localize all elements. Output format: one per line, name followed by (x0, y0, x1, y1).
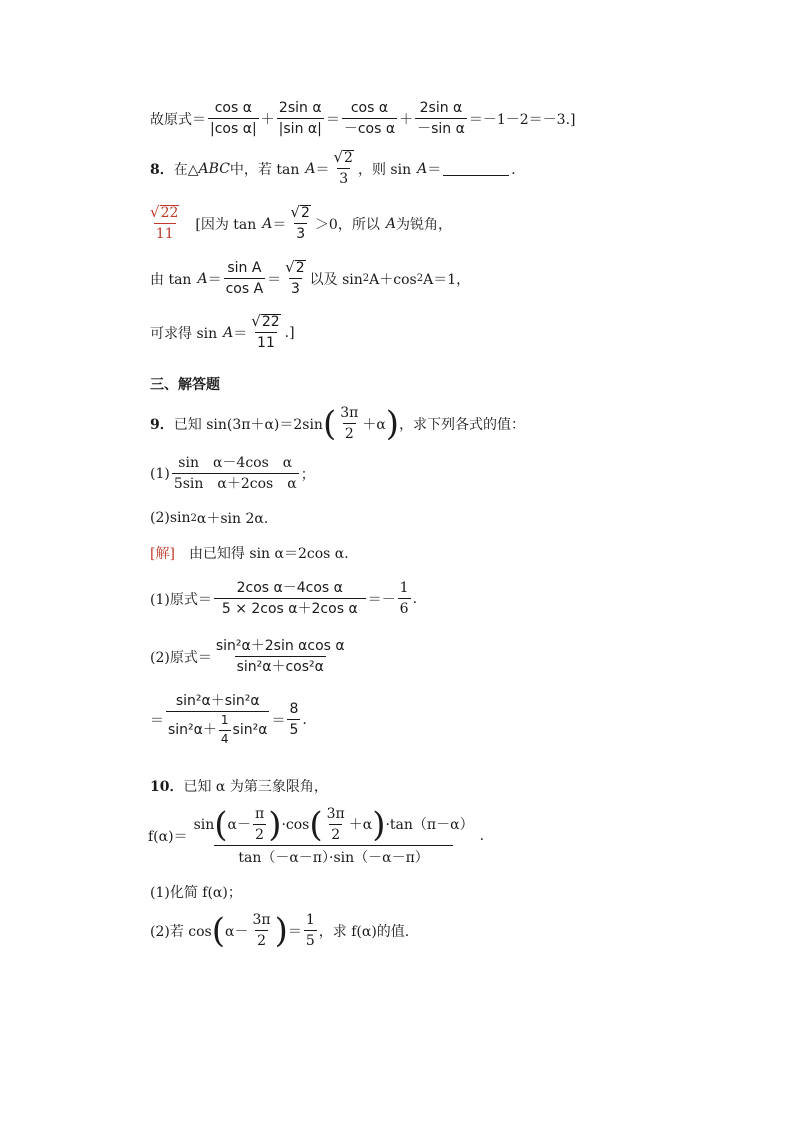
text: ； (300, 466, 315, 483)
text: ，求 f(α)的值. (318, 923, 410, 940)
denominator: |sin α| (277, 118, 324, 137)
numerator: 3π (326, 806, 345, 822)
fraction (338, 405, 360, 442)
text: 由已知得 sin α＝2cos α. (188, 546, 349, 562)
text: . (479, 828, 485, 845)
fraction (250, 912, 272, 949)
solution-part-2 (150, 638, 349, 675)
numerator: 8 (289, 701, 299, 718)
text: ． (511, 161, 526, 178)
text: A＋cos (369, 271, 417, 288)
text: (2)原式＝ (150, 649, 212, 666)
operator: ＋ (260, 111, 275, 128)
denominator: 11 (154, 223, 176, 242)
operator: ＝ (150, 712, 164, 729)
math-var: A (262, 215, 273, 232)
denominator: cos A (224, 278, 266, 297)
line-tan-identity (150, 260, 470, 297)
denominator: 2 (255, 930, 268, 949)
text: 故原式＝ (150, 111, 206, 128)
section-heading: 三、解答题 (150, 377, 220, 393)
numerator: sin ( α－ $\frac{\pi}{2}$ ) ·cos ( $\frac{3\pi}{2}$ ＋α ) ·tan（π－α） (193, 804, 474, 845)
radicand: 2 (344, 150, 353, 166)
fraction (172, 455, 299, 492)
numerator: sin α－4cos α (178, 455, 293, 471)
text: ＞0，所以 (314, 216, 380, 233)
text: [因为 tan (195, 216, 257, 233)
question-8 (150, 150, 525, 187)
fraction (415, 100, 467, 137)
denominator: 6 (398, 598, 411, 617)
sqrt: √ 2 (285, 258, 305, 276)
answer-fraction (148, 205, 181, 242)
text: ＋α (362, 416, 386, 433)
fraction (208, 100, 259, 137)
text: A＝1， (423, 271, 471, 288)
numerator: sin A (227, 260, 262, 277)
text: .] (284, 324, 295, 341)
radicand: 22 (261, 314, 280, 330)
numerator: 1 (305, 912, 315, 928)
math-var: A (417, 160, 428, 177)
math-var: A (197, 270, 208, 287)
question-10-part-1: (1)化简 f(α)； (150, 885, 242, 901)
text: ·cos (281, 816, 310, 833)
question-number: 8． (150, 161, 174, 178)
denominator (166, 711, 269, 747)
math-var: A (223, 324, 234, 341)
numerator: 3π (340, 405, 359, 421)
denominator: 3 (289, 278, 302, 297)
exponent: 2 (362, 273, 370, 285)
denominator: 4 (220, 731, 229, 746)
text: ＝－1－2＝－3.] (468, 111, 576, 128)
radicand: 2 (295, 260, 305, 276)
question-9-part-2 (150, 508, 268, 528)
fraction (214, 580, 366, 617)
denominator: 2 (329, 824, 342, 843)
denominator: 5 (304, 930, 317, 949)
text: α－ (225, 923, 249, 940)
text: (2)sin (150, 510, 191, 526)
text: ＋α (348, 816, 373, 833)
denominator: 5 (287, 719, 300, 738)
solution-part-2-continued (150, 693, 307, 747)
text: . (302, 711, 307, 728)
text: 可求得 sin (150, 325, 218, 342)
fraction (166, 693, 269, 747)
answer-8 (146, 205, 452, 242)
numerator: 2sin α (419, 100, 463, 116)
operator: ＝ (427, 161, 442, 178)
math-var: ABC (198, 160, 230, 177)
numerator: cos α (350, 100, 389, 116)
solution-part-1 (150, 580, 417, 617)
numerator: 1 (220, 713, 229, 728)
operator: ＝ (315, 161, 330, 178)
line-sin-result (150, 314, 295, 351)
numerator: cos α (214, 100, 252, 116)
sqrt: √ 22 (150, 203, 179, 221)
fraction (219, 714, 231, 747)
text: α－ (227, 816, 251, 833)
text: 已知 α 为第三象限角， (183, 779, 328, 795)
question-9 (150, 405, 525, 442)
numerator: 2sin α (278, 100, 322, 116)
parenthesized-expression: ( α－ $\frac{3\pi}{2}$ ) (211, 910, 288, 951)
fraction (249, 314, 282, 351)
text: α＋sin 2α. (196, 511, 269, 527)
operator: ＝ (272, 216, 287, 233)
fraction (288, 205, 312, 242)
text: sin²α＋ (168, 722, 217, 739)
fraction (190, 806, 478, 866)
question-number: 9． (150, 416, 174, 433)
text: 为锐角， (395, 216, 452, 233)
operator: ＝ (325, 111, 340, 128)
answer-blank (443, 161, 509, 176)
denominator: 2 (253, 824, 266, 843)
denominator: |cos α| (208, 118, 259, 137)
parenthesized-expression: ( $\frac{3\pi}{2}$ ＋α ) (322, 403, 400, 444)
text: 由 tan (150, 271, 192, 288)
math-var: A (305, 160, 316, 177)
text: 以及 sin (309, 271, 363, 288)
text: ，则 sin (357, 161, 412, 178)
question-9-part-1 (150, 455, 315, 492)
fraction (287, 701, 300, 738)
denominator: tan（－α－π）·sin（－α－π） (214, 845, 452, 866)
fraction (283, 260, 307, 297)
question-number: 10． (150, 779, 184, 795)
operator: ＝ (287, 923, 302, 940)
text: (1)原式＝ (150, 591, 212, 608)
denominator: 5sin α＋2cos α (172, 473, 299, 492)
exponent: 2 (190, 512, 197, 524)
fraction (253, 806, 266, 843)
text: (1) (150, 465, 170, 482)
fraction (325, 806, 347, 843)
text: . (412, 590, 418, 607)
numerator: 1 (399, 580, 409, 596)
sqrt: √ 22 (251, 312, 280, 330)
numerator: π (254, 806, 265, 822)
fraction (224, 260, 266, 297)
text: ·tan（π－α） (385, 816, 474, 833)
denominator: sin²α＋cos²α (235, 656, 326, 675)
denominator: －sin α (415, 118, 467, 137)
text: sin (193, 816, 215, 833)
text: 在△ (173, 161, 199, 178)
denominator: 3 (337, 168, 350, 187)
denominator: 2 (343, 423, 356, 442)
fraction (277, 100, 324, 137)
numerator: sin²α＋2sin αcos α (215, 638, 345, 654)
sqrt: √ 2 (333, 148, 353, 166)
fraction (398, 580, 411, 617)
text: sin²α (232, 722, 268, 739)
radicand: 2 (300, 205, 310, 221)
operator: ＝ (233, 325, 248, 342)
denominator: －cos α (342, 118, 397, 137)
question-10 (150, 776, 328, 796)
sqrt: √ 2 (290, 203, 310, 221)
operator: ＋ (399, 111, 414, 128)
numerator: sin²α＋sin²α (175, 693, 260, 709)
question-10-part-2 (150, 912, 409, 949)
numerator: 3π (252, 912, 271, 928)
numerator: 2cos α－4cos α (236, 580, 343, 596)
operator: ＝ (271, 712, 286, 729)
solution-tag: [解] (150, 546, 175, 562)
fraction (304, 912, 317, 949)
exponent: 2 (416, 273, 424, 285)
function-definition (148, 806, 484, 866)
text: (2)若 cos (150, 923, 212, 940)
fraction (331, 150, 355, 187)
operator: ＝ (207, 271, 222, 288)
operator: ＝ (267, 271, 282, 288)
math-var: A (385, 215, 396, 232)
fraction (342, 100, 397, 137)
solution-intro (150, 543, 349, 563)
text: 已知 sin(3π＋α)＝2sin (173, 416, 323, 433)
fraction (214, 638, 347, 675)
denominator: 11 (255, 332, 277, 351)
text: ＝－ (367, 591, 396, 608)
radicand: 22 (160, 205, 179, 221)
text: ，求下列各式的值： (399, 416, 526, 433)
line-original-expression-result (150, 100, 575, 137)
text: 中，若 tan (229, 161, 300, 178)
denominator: 3 (294, 223, 307, 242)
denominator: 5 × 2cos α＋2cos α (214, 598, 366, 617)
text: f(α)＝ (148, 829, 188, 846)
